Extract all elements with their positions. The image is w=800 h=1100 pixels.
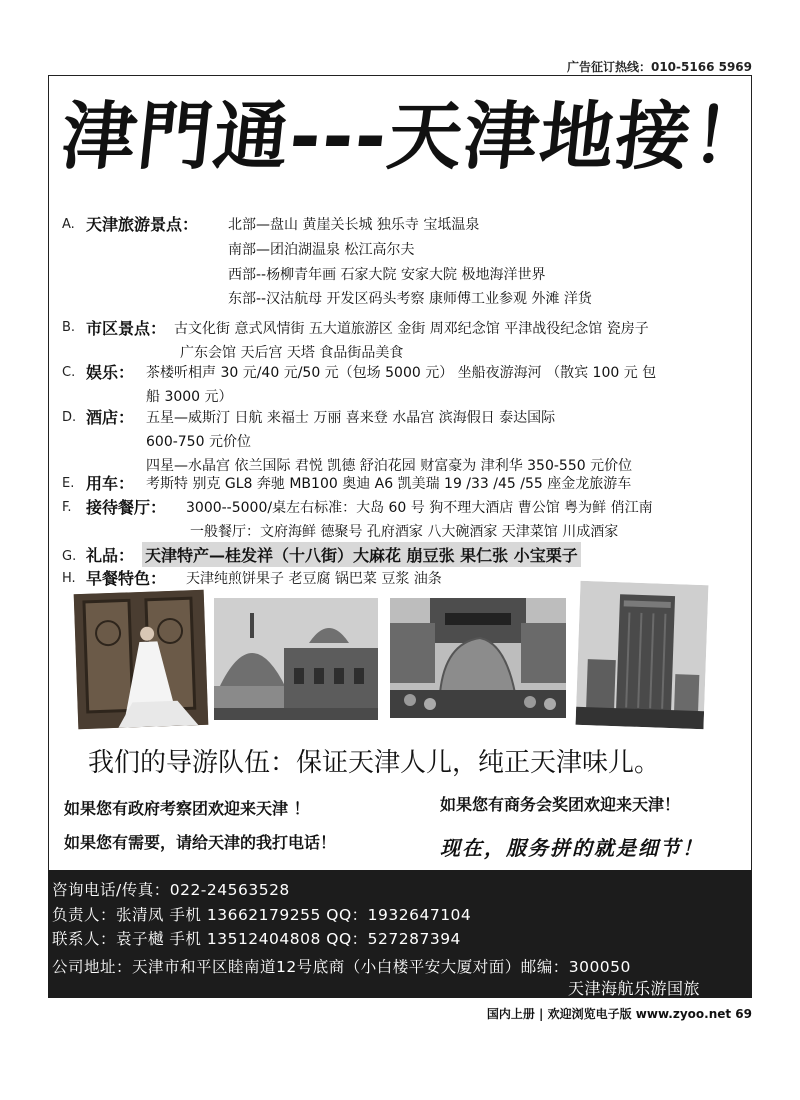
page-footer: 国内上册 | 欢迎浏览电子版 www.zyoo.net 69 [486, 1007, 752, 1021]
section-heading-gifts: 礼品： [86, 546, 135, 565]
section-line: 广东会馆 天后宫 天塔 食品街品美食 [180, 345, 404, 361]
section-letter: C. [62, 365, 76, 380]
gift-line: 天津特产—桂发祥（十八街）大麻花 崩豆张 果仁张 小宝栗子 [142, 542, 581, 567]
photo-bride-interior [74, 590, 209, 729]
service-detail-slogan: 现在，服务拼的就是细节！ [440, 836, 704, 860]
section-heading-breakfast: 早餐特色： [86, 569, 167, 588]
contact-address: 公司地址：天津市和平区睦南道12号底商（小白楼平安大厦对面）邮编：300050 [52, 958, 631, 976]
section-letter: A. [62, 217, 75, 232]
section-line: 600-750 元价位 [146, 434, 251, 450]
section-heading-restaurants: 接待餐厅： [86, 498, 167, 517]
section-line: 一般餐厅：文府海鲜 德聚号 孔府酒家 八大碗酒家 天津菜馆 川成酒家 [190, 524, 619, 540]
section-line: 东部--汉沽航母 开发区码头考察 康师傅工业参观 外滩 洋货 [228, 291, 592, 307]
page-title: 津門通---天津地接！ [57, 94, 773, 180]
section-letter: D. [62, 410, 77, 425]
section-letter: H. [62, 571, 76, 586]
section-heading-entertainment: 娱乐： [86, 363, 135, 382]
section-letter: E. [62, 476, 75, 491]
section-line: 考斯特 别克 GL8 奔驰 MB100 奥迪 A6 凯美瑞 19 /33 /45 /55 座金龙旅游车 [146, 476, 632, 492]
photo-domed-building [214, 598, 378, 720]
section-letter: B. [62, 320, 76, 335]
section-letter: F. [62, 500, 72, 515]
section-heading-attractions: 天津旅游景点： [86, 215, 199, 234]
section-line: 茶楼听相声 30 元/40 元/50 元（包场 5000 元） 坐船夜游海河 （散宾 100 元 包 [146, 365, 657, 381]
invite-business: 如果您有商务会奖团欢迎来天津！ [440, 795, 681, 814]
guide-slogan: 我们的导游队伍：保证天津人儿，纯正天津味儿。 [88, 748, 661, 778]
contact-panel [48, 870, 752, 998]
invite-government: 如果您有政府考察团欢迎来天津 ！ [64, 799, 310, 818]
ad-hotline: 广告征订热线：010-5166 5969 [566, 60, 752, 74]
section-line: 3000--5000/桌左右标准：大岛 60 号 狗不理大酒店 曹公馆 粤为鲜 俏江南 [186, 500, 653, 516]
contact-phone: 咨询电话/传真：022-24563528 [52, 881, 290, 899]
photo-ancient-culture-street [390, 598, 566, 718]
invite-call: 如果您有需要，请给天津的我打电话！ [64, 833, 337, 852]
section-line: 四星—水晶宫 依兰国际 君悦 凯德 舒泊花园 财富豪为 津利华 350-550 元价位 [146, 458, 633, 474]
section-line: 古文化街 意式风情街 五大道旅游区 金街 周邓纪念馆 平津战役纪念馆 瓷房子 [174, 321, 649, 337]
section-line: 西部--杨柳青年画 石家大院 安家大院 极地海洋世界 [228, 267, 546, 283]
section-heading-city-sights: 市区景点： [86, 319, 167, 338]
section-line: 南部—团泊湖温泉 松江高尔夫 [228, 242, 415, 258]
section-letter: G. [62, 549, 77, 564]
contact-person-1: 负责人：张清凤 手机 13662179255 QQ：1932647104 [52, 906, 472, 924]
section-line: 天津纯煎饼果子 老豆腐 锅巴菜 豆浆 油条 [186, 571, 442, 587]
section-line: 北部—盘山 黄崖关长城 独乐寺 宝坻温泉 [228, 217, 480, 233]
photo-skyscraper [576, 581, 709, 729]
section-line: 五星—威斯汀 日航 来福士 万丽 喜来登 水晶宫 滨海假日 泰达国际 [146, 410, 556, 426]
section-line: 船 3000 元） [146, 389, 233, 405]
section-heading-vehicles: 用车： [86, 474, 135, 493]
contact-person-2: 联系人：袁子樾 手机 13512404808 QQ：527287394 [52, 930, 461, 948]
company-name: 天津海航乐游国旅 [568, 979, 701, 998]
section-heading-hotels: 酒店： [86, 408, 135, 427]
